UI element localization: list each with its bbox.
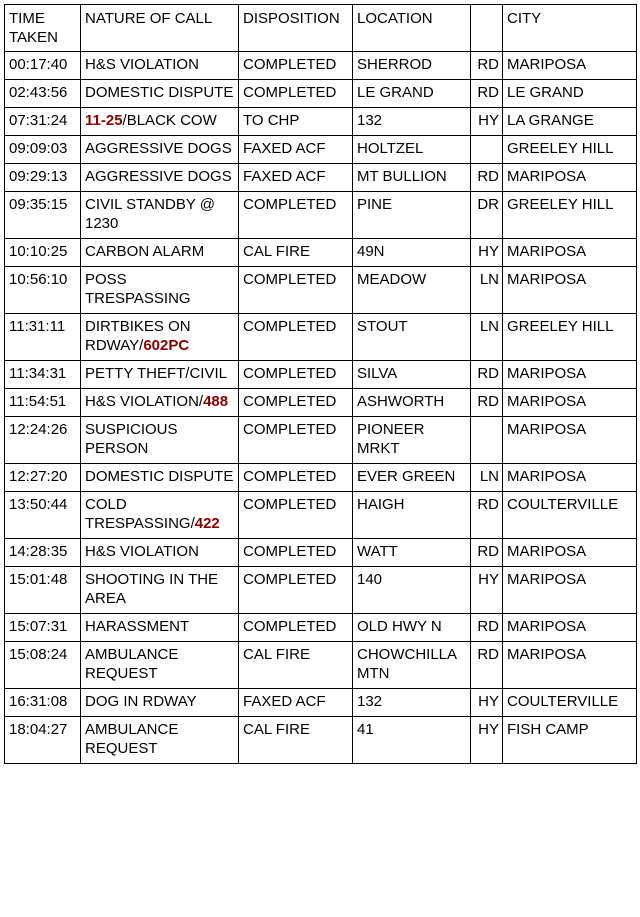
cell-nature	[81, 642, 239, 689]
cell-time: 10:56:10	[5, 267, 81, 314]
cell-suffix: LN	[471, 464, 503, 492]
violation-code: 11-25	[85, 112, 123, 129]
cell-nature	[81, 689, 239, 717]
cell-disposition: COMPLETED	[239, 192, 353, 239]
cell-city: LE GRAND	[503, 80, 637, 108]
cell-location: 132	[353, 689, 471, 717]
cell-location: STOUT	[353, 314, 471, 361]
table-row	[5, 80, 637, 108]
table-row	[5, 717, 637, 764]
table-row	[5, 642, 637, 689]
cell-location: OLD HWY N	[353, 614, 471, 642]
nature-text: AMBULANCE REQUEST	[85, 721, 179, 757]
cell-city: MARIPOSA	[503, 239, 637, 267]
cell-city: MARIPOSA	[503, 417, 637, 464]
header-location: LOCATION	[353, 5, 471, 52]
violation-code: 602PC	[143, 337, 190, 354]
cell-nature	[81, 192, 239, 239]
cell-disposition: COMPLETED	[239, 389, 353, 417]
header-row	[5, 5, 637, 52]
cell-disposition: COMPLETED	[239, 492, 353, 539]
cell-disposition: COMPLETED	[239, 567, 353, 614]
cell-city: MARIPOSA	[503, 642, 637, 689]
cell-location: ASHWORTH	[353, 389, 471, 417]
header-city: CITY	[503, 5, 637, 52]
cell-city: COULTERVILLE	[503, 492, 637, 539]
cell-nature	[81, 492, 239, 539]
table-row	[5, 314, 637, 361]
nature-text: SHOOTING IN THE AREA	[85, 571, 219, 607]
nature-text: DIRTBIKES ON RDWAY/	[85, 318, 191, 354]
table-row	[5, 539, 637, 567]
cell-nature	[81, 464, 239, 492]
cell-suffix	[471, 136, 503, 164]
nature-text: COLD TRESPASSING/	[85, 496, 195, 532]
cell-nature	[81, 614, 239, 642]
header-disposition: DISPOSITION	[239, 5, 353, 52]
cell-city: LA GRANGE	[503, 108, 637, 136]
cell-suffix: HY	[471, 108, 503, 136]
cell-nature	[81, 389, 239, 417]
cell-time: 10:10:25	[5, 239, 81, 267]
cell-time: 16:31:08	[5, 689, 81, 717]
cell-nature	[81, 539, 239, 567]
cell-suffix: RD	[471, 361, 503, 389]
cell-time: 18:04:27	[5, 717, 81, 764]
cell-time: 12:24:26	[5, 417, 81, 464]
cell-disposition: FAXED ACF	[239, 136, 353, 164]
cell-nature	[81, 164, 239, 192]
cell-city: MARIPOSA	[503, 267, 637, 314]
table-row	[5, 136, 637, 164]
nature-text: AMBULANCE REQUEST	[85, 646, 179, 682]
cell-suffix: RD	[471, 642, 503, 689]
nature-text: HARASSMENT	[85, 618, 190, 635]
cell-nature	[81, 136, 239, 164]
cell-nature	[81, 314, 239, 361]
cell-time: 07:31:24	[5, 108, 81, 136]
cell-nature	[81, 717, 239, 764]
cell-suffix: RD	[471, 614, 503, 642]
nature-text: AGGRESSIVE DOGS	[85, 140, 232, 157]
cell-disposition: COMPLETED	[239, 80, 353, 108]
cell-suffix: RD	[471, 52, 503, 80]
table-row	[5, 492, 637, 539]
cell-time: 13:50:44	[5, 492, 81, 539]
cell-nature	[81, 80, 239, 108]
violation-code: 488	[203, 393, 229, 410]
cell-location: EVER GREEN	[353, 464, 471, 492]
cell-time: 15:01:48	[5, 567, 81, 614]
header-time: TIME TAKEN	[5, 5, 81, 52]
cell-city: MARIPOSA	[503, 539, 637, 567]
cell-city: MARIPOSA	[503, 164, 637, 192]
table-row	[5, 192, 637, 239]
nature-text: PETTY THEFT/CIVIL	[85, 365, 227, 382]
cell-location: SHERROD	[353, 52, 471, 80]
table-row	[5, 108, 637, 136]
cell-suffix: RD	[471, 389, 503, 417]
nature-text: SUSPICIOUS PERSON	[85, 421, 178, 457]
cell-suffix: HY	[471, 239, 503, 267]
table-row	[5, 417, 637, 464]
nature-text: DOG IN RDWAY	[85, 693, 197, 710]
violation-code: 422	[194, 515, 220, 532]
table-row	[5, 239, 637, 267]
cell-city: COULTERVILLE	[503, 689, 637, 717]
cell-disposition: TO CHP	[239, 108, 353, 136]
table-row	[5, 361, 637, 389]
cell-location: HAIGH	[353, 492, 471, 539]
cell-disposition: CAL FIRE	[239, 717, 353, 764]
cell-time: 00:17:40	[5, 52, 81, 80]
cell-disposition: COMPLETED	[239, 614, 353, 642]
nature-text: DOMESTIC DISPUTE	[85, 84, 234, 101]
cell-city: MARIPOSA	[503, 464, 637, 492]
nature-text: CARBON ALARM	[85, 243, 205, 260]
cell-location: 140	[353, 567, 471, 614]
cell-suffix: HY	[471, 717, 503, 764]
cell-city: MARIPOSA	[503, 567, 637, 614]
table-row	[5, 267, 637, 314]
cell-location: 41	[353, 717, 471, 764]
cell-time: 12:27:20	[5, 464, 81, 492]
cell-time: 09:35:15	[5, 192, 81, 239]
cell-nature	[81, 567, 239, 614]
cell-disposition: FAXED ACF	[239, 689, 353, 717]
cell-suffix: RD	[471, 492, 503, 539]
nature-text: H&S VIOLATION/	[85, 393, 204, 410]
cell-city: GREELEY HILL	[503, 136, 637, 164]
cell-suffix: HY	[471, 689, 503, 717]
cell-city: FISH CAMP	[503, 717, 637, 764]
table-row	[5, 464, 637, 492]
cell-time: 09:29:13	[5, 164, 81, 192]
cell-location: LE GRAND	[353, 80, 471, 108]
cell-disposition: CAL FIRE	[239, 642, 353, 689]
cell-time: 09:09:03	[5, 136, 81, 164]
cell-suffix: RD	[471, 164, 503, 192]
header-suffix	[471, 5, 503, 52]
cell-suffix: LN	[471, 314, 503, 361]
cell-city: MARIPOSA	[503, 52, 637, 80]
cell-city: GREELEY HILL	[503, 314, 637, 361]
cell-disposition: COMPLETED	[239, 361, 353, 389]
cell-nature	[81, 108, 239, 136]
cell-disposition: COMPLETED	[239, 267, 353, 314]
cell-suffix: DR	[471, 192, 503, 239]
cell-time: 02:43:56	[5, 80, 81, 108]
nature-text: POSS TRESPASSING	[85, 271, 191, 307]
nature-text: H&S VIOLATION	[85, 543, 199, 560]
table-row	[5, 567, 637, 614]
cell-location: WATT	[353, 539, 471, 567]
cell-location: MT BULLION	[353, 164, 471, 192]
cell-nature	[81, 239, 239, 267]
cell-suffix: LN	[471, 267, 503, 314]
cell-nature	[81, 417, 239, 464]
cell-location: CHOWCHILLA MTN	[353, 642, 471, 689]
cell-city: MARIPOSA	[503, 614, 637, 642]
cell-location: 132	[353, 108, 471, 136]
cell-disposition: COMPLETED	[239, 52, 353, 80]
cell-location: 49N	[353, 239, 471, 267]
nature-text: /BLACK COW	[122, 112, 217, 129]
table-row	[5, 52, 637, 80]
cell-city: GREELEY HILL	[503, 192, 637, 239]
cell-location: SILVA	[353, 361, 471, 389]
cell-nature	[81, 52, 239, 80]
table-row	[5, 614, 637, 642]
table-row	[5, 389, 637, 417]
cell-location: PIONEER MRKT	[353, 417, 471, 464]
cell-disposition: COMPLETED	[239, 539, 353, 567]
cell-disposition: COMPLETED	[239, 464, 353, 492]
cell-nature	[81, 267, 239, 314]
nature-text: H&S VIOLATION	[85, 56, 199, 73]
cell-time: 15:08:24	[5, 642, 81, 689]
cell-suffix: RD	[471, 80, 503, 108]
cell-time: 11:54:51	[5, 389, 81, 417]
cell-location: PINE	[353, 192, 471, 239]
cell-city: MARIPOSA	[503, 361, 637, 389]
cell-nature	[81, 361, 239, 389]
cell-suffix: RD	[471, 539, 503, 567]
cell-city: MARIPOSA	[503, 389, 637, 417]
call-log-table	[4, 4, 637, 764]
cell-suffix	[471, 417, 503, 464]
call-log-body	[5, 52, 637, 764]
nature-text: CIVIL STANDBY @ 1230	[85, 196, 215, 232]
cell-time: 14:28:35	[5, 539, 81, 567]
cell-location: HOLTZEL	[353, 136, 471, 164]
cell-time: 11:31:11	[5, 314, 81, 361]
nature-text: DOMESTIC DISPUTE	[85, 468, 234, 485]
cell-disposition: COMPLETED	[239, 417, 353, 464]
header-nature: NATURE OF CALL	[81, 5, 239, 52]
cell-location: MEADOW	[353, 267, 471, 314]
table-row	[5, 164, 637, 192]
cell-time: 15:07:31	[5, 614, 81, 642]
cell-disposition: COMPLETED	[239, 314, 353, 361]
cell-time: 11:34:31	[5, 361, 81, 389]
cell-disposition: FAXED ACF	[239, 164, 353, 192]
cell-suffix: HY	[471, 567, 503, 614]
cell-disposition: CAL FIRE	[239, 239, 353, 267]
table-row	[5, 689, 637, 717]
nature-text: AGGRESSIVE DOGS	[85, 168, 232, 185]
